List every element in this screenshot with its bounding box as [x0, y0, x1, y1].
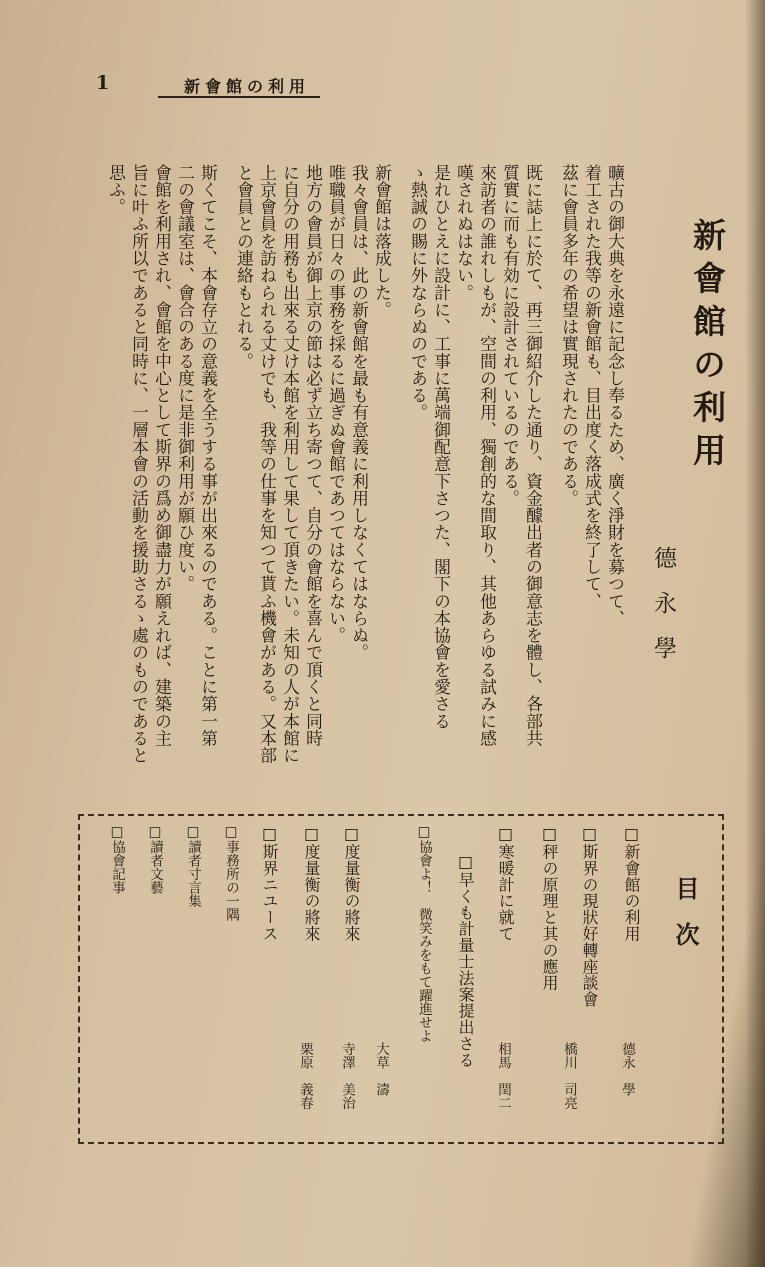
toc-entry-title: □度量衡の將來: [342, 824, 361, 942]
toc-entry-author: 寺澤 美治: [339, 1042, 355, 1110]
book-spine-shadow: [745, 0, 765, 1267]
toc-entry-title: □度量衡の將來: [302, 824, 321, 942]
article-line: 唯職員が日々の事務を採るに過ぎぬ會館であつてはならない。: [326, 164, 347, 644]
article-line: 會館を利用され、會館を中心として斯界の爲め御盡力が願えれば、建築の主: [152, 164, 173, 747]
article-line: 新會館は落成した。: [372, 164, 393, 319]
article-line: 茲に會員多年の希望は實現されたのである。: [559, 164, 580, 507]
toc-entry-title: □早くも計量士法案提出さる: [456, 852, 475, 1069]
toc-entry-title: □秤の原理と其の應用: [540, 824, 559, 992]
toc-entry-title: □寒暖計に就て: [496, 824, 515, 942]
toc-entry-author: 德永 學: [619, 1042, 635, 1096]
article-line: 嘆されぬはない。: [454, 164, 475, 302]
article-line: 我々會員は、此の新會館を最も有意義に利用しなくてはならぬ。: [349, 164, 370, 662]
toc-entry-title: □協會記事: [109, 824, 125, 894]
toc-entry-title: □斯界ニユース: [260, 824, 279, 942]
toc-entry-title: □讀者寸言集: [185, 824, 201, 908]
article-line: 質實に而も有効に設計されているのである。: [500, 164, 521, 507]
article-line: 着工された我等の新會館も、目出度く落成式を終了して、: [582, 164, 603, 610]
page-number: 1: [96, 72, 110, 94]
toc-entry-title: □新會館の利用: [622, 824, 641, 942]
article-line: 上京會員を訪ねられる丈けでも、我等の仕事を知つて貰ふ機會がある。又本部: [257, 164, 278, 764]
toc-entry-author: 相馬 閏二: [495, 1042, 511, 1110]
article-line: ゝ熱誠の賜に外ならぬのである。: [408, 164, 429, 422]
toc-entry-author: 橋川 司亮: [561, 1042, 577, 1110]
article-line: 地方の會員が御上京の節は必ず立ち寄つて、自分の會館を喜んで頂くと同時: [303, 164, 324, 747]
article-line: 二の會議室は、會合のある度に是非御利用が願ひ度い。: [175, 164, 196, 593]
article-line: 是れひとえに設計に、工事に萬端御配意下さつた、閣下の本協會を愛さる: [431, 164, 452, 730]
toc-entry-author: 栗原 義春: [297, 1042, 313, 1110]
toc-entry-title: □事務所の一隅: [223, 824, 239, 921]
article-line: と會員との連絡もとれる。: [234, 164, 255, 370]
article-line: に自分の用務も出來る丈け本館を利用して果して頂きたい。未知の人が本館に: [280, 164, 301, 764]
toc-entry-title: □讀者文藝: [147, 824, 163, 894]
running-head: 新會館の利用: [183, 77, 310, 96]
article-author: 德永學: [650, 546, 676, 681]
article-line: 來訪者の誰れしもが、空間の利用、獨創的な間取り、其他あらゆる試みに感: [477, 164, 498, 747]
toc-entry-title: □協會よ！ 微笑みをもて躍進せよ: [416, 824, 432, 1043]
toc-entry-title: □斯界の現狀好轉座談會: [580, 824, 599, 1008]
article-line: 既に誌上に於て、再三御紹介した通り、資金醵出者の御意志を體し、各部共: [523, 164, 544, 747]
article-title: 新會館の利用: [688, 218, 727, 476]
article-line: 思ふ。: [106, 164, 127, 216]
toc-heading: 目次: [671, 876, 700, 968]
article-line: 旨に叶ふ所以であると同時に、一層本會の活動を援助さるゝ處のものであると: [129, 164, 150, 764]
running-head-rule: [158, 96, 320, 98]
article-line: 曠古の御大典を永遠に記念し奉るため、廣く淨財を募つて、: [605, 164, 626, 627]
article-line: 斯くてこそ、本會存立の意義を全うする事が出來るのである。ことに第一第: [198, 164, 219, 747]
toc-entry-author: 大草 濤: [373, 1042, 389, 1096]
